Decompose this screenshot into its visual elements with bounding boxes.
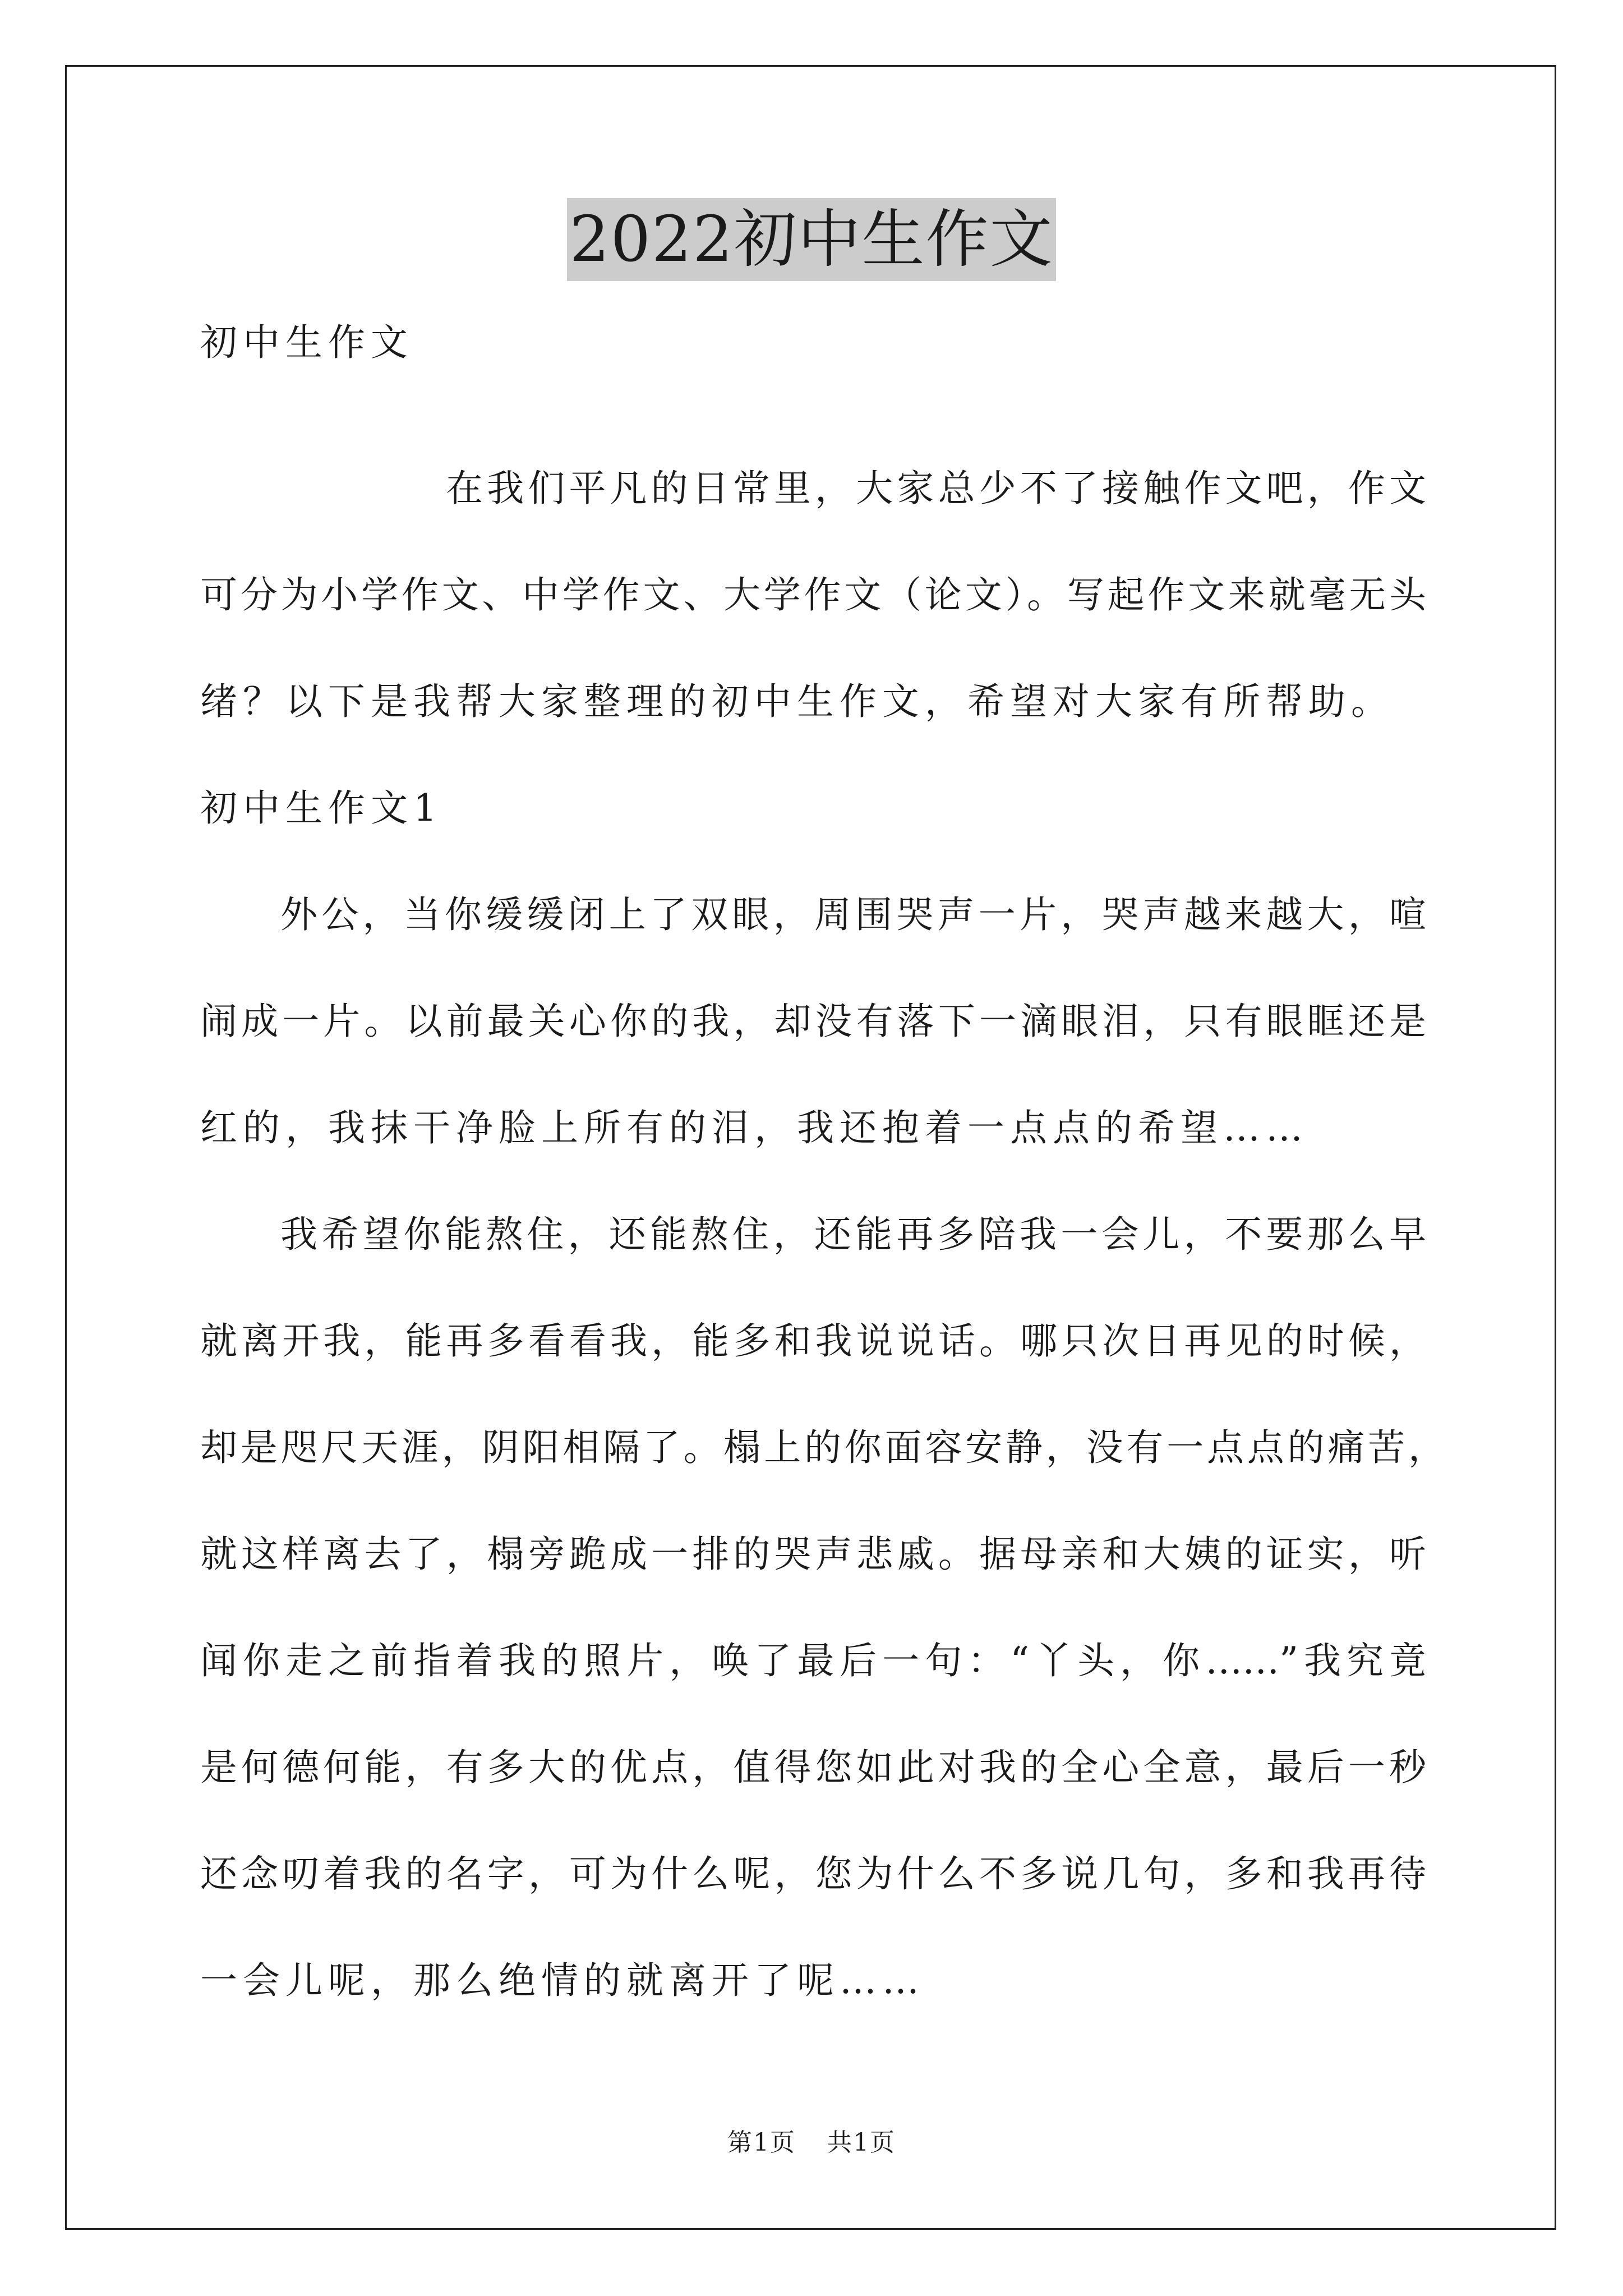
paragraph-line: 闻你走之前指着我的照片，唤了最后一句：“丫头，你……”我究竟	[200, 1639, 1426, 1682]
document-title: 2022初中生作文	[567, 198, 1055, 281]
paragraph-line: 我希望你能熬住，还能熬住，还能再多陪我一会儿，不要那么早	[280, 1213, 1426, 1256]
paragraph-line: 还念叨着我的名字，可为什么呢，您为什么不多说几句，多和我再待	[200, 1852, 1426, 1895]
page-footer	[0, 2126, 1623, 2160]
paragraph-line: 就这样离去了，榻旁跪成一排的哭声悲戚。据母亲和大姨的证实，听	[200, 1533, 1426, 1576]
page-number: 第1页	[727, 2128, 796, 2157]
paragraph-line: 红的，我抹干净脸上所有的泪，我还抱着一点点的希望……	[200, 1106, 1308, 1149]
paragraph-line: 闹成一片。以前最关心你的我，却没有落下一滴眼泪，只有眼眶还是	[200, 1000, 1426, 1043]
paragraph-line: 就离开我，能再多看看我，能多和我说说话。哪只次日再见的时候，	[200, 1319, 1426, 1363]
paragraph-line: 外公，当你缓缓闭上了双眼，周围哭声一片，哭声越来越大，喧	[280, 893, 1426, 936]
subtitle-line: 初中生作文	[200, 321, 413, 364]
paragraph-line: 却是咫尺天涯，阴阳相隔了。榻上的你面容安静，没有一点点的痛苦，	[200, 1426, 1445, 1469]
intro-line-3: 绪？以下是我帮大家整理的初中生作文，希望对大家有所帮助。	[200, 680, 1394, 723]
section-heading: 初中生作文1	[200, 786, 442, 830]
intro-line-2: 可分为小学作文、中学作文、大学作文（论文）。写起作文来就毫无头	[200, 573, 1426, 616]
page-total: 共1页	[827, 2128, 896, 2157]
paragraph-line: 是何德何能，有多大的优点，值得您如此对我的全心全意，最后一秒	[200, 1746, 1426, 1789]
title-container	[0, 198, 1623, 281]
paragraph-line: 一会儿呢，那么绝情的就离开了呢……	[200, 1959, 925, 2002]
intro-line-1: 在我们平凡的日常里，大家总少不了接触作文吧，作文	[446, 467, 1426, 510]
